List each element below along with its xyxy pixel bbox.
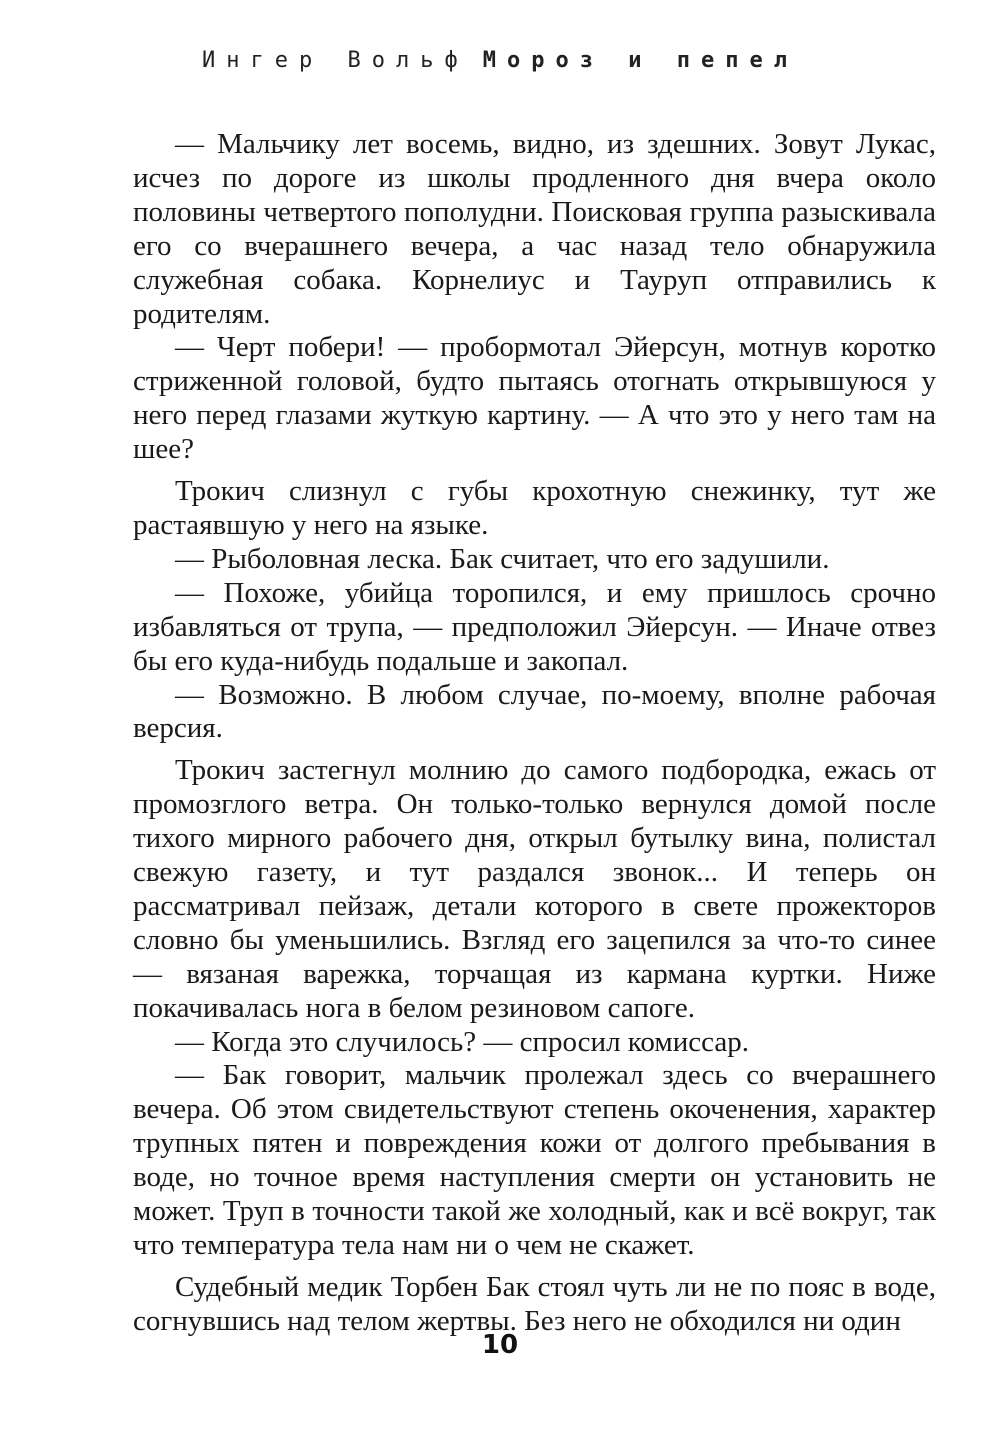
paragraph: Трокич слизнул с губы крохотную снежинку, тут же растаявшую у него на языке.	[133, 475, 936, 541]
header-author: Ингер Вольф	[202, 48, 469, 73]
running-header	[0, 48, 1000, 73]
paragraph: — Возможно. В любом случае, по-моему, вполне рабочая версия.	[133, 678, 936, 745]
paragraph: — Бак говорит, мальчик пролежал здесь со вчерашнего вечера. Об этом свидетельствуют степень окоченения, характер трупных пятен и повреждения кожи от долгого пребывания в воде, но точное время наступления смерти он установить не может. Труп в точности такой же холодный, как и всё вокруг, так что температура тела нам ни о чем не скажет.	[133, 1059, 936, 1261]
paragraph: — Мальчику лет восемь, видно, из здешних. Зовут Лукас, исчез по дороге из школы продленного дня вчера около половины четвертого пополудни. Поисковая группа разыскивала его со вчерашнего вечера, а час назад тело обнаружила служебная собака. Корнелиус и Тауруп отправились к родителям.	[133, 128, 936, 330]
page-number: 10	[481, 1330, 519, 1360]
body-text	[133, 128, 936, 1339]
paragraph: — Черт побери! — пробормотал Эйерсун, мотнув коротко стриженной головой, будто пытаясь отогнать открывшуюся у него перед глазами жуткую картину. — А что это у него там на шее?	[133, 331, 936, 466]
paragraph: — Похоже, убийца торопился, и ему пришлось срочно избавляться от трупа, — предположил Эйерсун. — Иначе отвез бы его куда-нибудь подальше и закопал.	[133, 576, 936, 677]
paragraph: — Когда это случилось? — спросил комиссар.	[175, 1025, 749, 1058]
paragraph: Трокич застегнул молнию до самого подбородка, ежась от промозглого ветра. Он только-только вернулся домой после тихого мирного рабочего дня, открыл бутылку вина, полистал свежую газету, и тут раздался звонок... И теперь он рассматривал пейзаж, детали которого в свете прожекторов словно бы уменьшились. Взгляд его зацепился за что-то синее — вязаная варежка, торчащая из кармана куртки. Ниже покачивалась нога в белом резиновом сапоге.	[133, 754, 936, 1024]
paragraph: — Рыболовная леска. Бак считает, что его задушили.	[175, 542, 830, 575]
paragraph: Судебный медик Торбен Бак стоял чуть ли не по пояс в воде, согнувшись над телом жертвы. Без него не обходился ни один	[133, 1270, 936, 1337]
header-title: Мороз и пепел	[482, 48, 798, 73]
